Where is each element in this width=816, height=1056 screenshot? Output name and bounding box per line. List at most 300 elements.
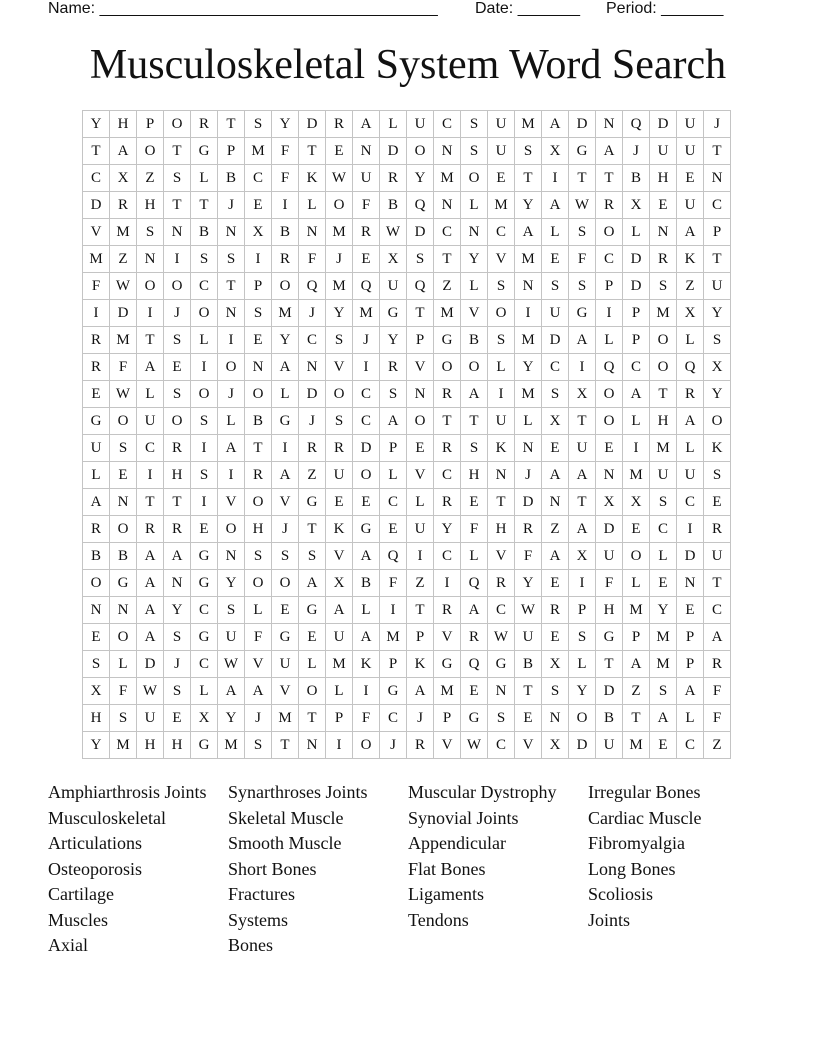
grid-cell[interactable]: A: [272, 354, 299, 381]
grid-cell[interactable]: U: [704, 543, 731, 570]
grid-cell[interactable]: L: [218, 408, 245, 435]
grid-cell[interactable]: J: [245, 705, 272, 732]
grid-cell[interactable]: S: [245, 111, 272, 138]
grid-cell[interactable]: A: [353, 624, 380, 651]
grid-cell[interactable]: K: [299, 165, 326, 192]
grid-cell[interactable]: W: [569, 192, 596, 219]
grid-cell[interactable]: T: [434, 246, 461, 273]
grid-cell[interactable]: O: [434, 354, 461, 381]
grid-cell[interactable]: J: [164, 300, 191, 327]
grid-cell[interactable]: G: [569, 300, 596, 327]
grid-cell[interactable]: I: [191, 435, 218, 462]
grid-cell[interactable]: Q: [407, 192, 434, 219]
grid-cell[interactable]: S: [245, 732, 272, 759]
grid-cell[interactable]: X: [110, 165, 137, 192]
grid-cell[interactable]: A: [326, 597, 353, 624]
grid-cell[interactable]: J: [299, 300, 326, 327]
grid-cell[interactable]: V: [272, 678, 299, 705]
grid-cell[interactable]: G: [380, 300, 407, 327]
grid-cell[interactable]: P: [380, 651, 407, 678]
grid-cell[interactable]: E: [704, 489, 731, 516]
grid-cell[interactable]: N: [515, 435, 542, 462]
grid-cell[interactable]: A: [704, 624, 731, 651]
grid-cell[interactable]: D: [137, 651, 164, 678]
grid-cell[interactable]: O: [272, 273, 299, 300]
grid-cell[interactable]: E: [542, 435, 569, 462]
grid-cell[interactable]: X: [677, 300, 704, 327]
grid-cell[interactable]: N: [542, 489, 569, 516]
grid-cell[interactable]: Q: [596, 354, 623, 381]
grid-cell[interactable]: P: [704, 219, 731, 246]
grid-cell[interactable]: Y: [515, 192, 542, 219]
grid-cell[interactable]: L: [677, 327, 704, 354]
grid-cell[interactable]: R: [434, 381, 461, 408]
grid-cell[interactable]: K: [677, 246, 704, 273]
grid-cell[interactable]: O: [137, 273, 164, 300]
grid-cell[interactable]: E: [407, 435, 434, 462]
grid-cell[interactable]: A: [137, 624, 164, 651]
grid-cell[interactable]: F: [245, 624, 272, 651]
grid-cell[interactable]: T: [515, 678, 542, 705]
grid-cell[interactable]: D: [596, 678, 623, 705]
grid-cell[interactable]: R: [434, 489, 461, 516]
grid-cell[interactable]: T: [218, 273, 245, 300]
grid-cell[interactable]: N: [218, 300, 245, 327]
grid-cell[interactable]: P: [407, 624, 434, 651]
grid-cell[interactable]: A: [677, 408, 704, 435]
grid-cell[interactable]: D: [299, 111, 326, 138]
grid-cell[interactable]: C: [353, 381, 380, 408]
grid-cell[interactable]: Y: [569, 678, 596, 705]
grid-cell[interactable]: K: [353, 651, 380, 678]
grid-cell[interactable]: C: [542, 354, 569, 381]
grid-cell[interactable]: M: [353, 300, 380, 327]
grid-cell[interactable]: R: [704, 516, 731, 543]
grid-cell[interactable]: E: [650, 732, 677, 759]
grid-cell[interactable]: P: [245, 273, 272, 300]
grid-cell[interactable]: C: [137, 435, 164, 462]
grid-cell[interactable]: E: [677, 597, 704, 624]
grid-cell[interactable]: N: [137, 246, 164, 273]
grid-cell[interactable]: F: [110, 354, 137, 381]
grid-cell[interactable]: L: [569, 651, 596, 678]
grid-cell[interactable]: F: [461, 516, 488, 543]
grid-cell[interactable]: S: [164, 624, 191, 651]
grid-cell[interactable]: N: [245, 354, 272, 381]
grid-cell[interactable]: U: [542, 300, 569, 327]
grid-cell[interactable]: V: [488, 543, 515, 570]
grid-cell[interactable]: V: [515, 732, 542, 759]
grid-cell[interactable]: W: [137, 678, 164, 705]
grid-cell[interactable]: I: [353, 354, 380, 381]
grid-cell[interactable]: M: [650, 624, 677, 651]
grid-cell[interactable]: R: [272, 246, 299, 273]
grid-cell[interactable]: L: [326, 678, 353, 705]
grid-cell[interactable]: N: [434, 138, 461, 165]
grid-cell[interactable]: E: [83, 624, 110, 651]
grid-cell[interactable]: J: [164, 651, 191, 678]
grid-cell[interactable]: O: [461, 165, 488, 192]
grid-cell[interactable]: V: [434, 732, 461, 759]
grid-cell[interactable]: H: [137, 732, 164, 759]
grid-cell[interactable]: V: [272, 489, 299, 516]
grid-cell[interactable]: S: [191, 246, 218, 273]
grid-cell[interactable]: N: [407, 381, 434, 408]
grid-cell[interactable]: A: [407, 678, 434, 705]
grid-cell[interactable]: T: [191, 192, 218, 219]
grid-cell[interactable]: K: [326, 516, 353, 543]
grid-cell[interactable]: N: [299, 732, 326, 759]
grid-cell[interactable]: S: [218, 246, 245, 273]
grid-cell[interactable]: U: [569, 435, 596, 462]
grid-cell[interactable]: N: [218, 219, 245, 246]
grid-cell[interactable]: L: [380, 462, 407, 489]
grid-cell[interactable]: S: [299, 543, 326, 570]
grid-cell[interactable]: U: [407, 111, 434, 138]
grid-cell[interactable]: L: [407, 489, 434, 516]
grid-cell[interactable]: A: [299, 570, 326, 597]
grid-cell[interactable]: S: [461, 111, 488, 138]
grid-cell[interactable]: T: [569, 408, 596, 435]
grid-cell[interactable]: I: [191, 489, 218, 516]
grid-cell[interactable]: E: [164, 354, 191, 381]
grid-cell[interactable]: R: [245, 462, 272, 489]
grid-cell[interactable]: E: [164, 705, 191, 732]
grid-cell[interactable]: O: [137, 138, 164, 165]
grid-cell[interactable]: R: [137, 516, 164, 543]
grid-cell[interactable]: B: [515, 651, 542, 678]
grid-cell[interactable]: O: [245, 570, 272, 597]
grid-cell[interactable]: X: [83, 678, 110, 705]
grid-cell[interactable]: R: [488, 570, 515, 597]
grid-cell[interactable]: O: [218, 516, 245, 543]
grid-cell[interactable]: L: [191, 327, 218, 354]
grid-cell[interactable]: S: [569, 273, 596, 300]
grid-cell[interactable]: I: [434, 570, 461, 597]
grid-cell[interactable]: M: [515, 111, 542, 138]
grid-cell[interactable]: O: [488, 300, 515, 327]
grid-cell[interactable]: S: [569, 624, 596, 651]
grid-cell[interactable]: D: [83, 192, 110, 219]
grid-cell[interactable]: U: [380, 273, 407, 300]
grid-cell[interactable]: X: [596, 489, 623, 516]
grid-cell[interactable]: U: [488, 408, 515, 435]
grid-cell[interactable]: C: [623, 354, 650, 381]
grid-cell[interactable]: I: [218, 327, 245, 354]
grid-cell[interactable]: E: [299, 624, 326, 651]
grid-cell[interactable]: N: [218, 543, 245, 570]
grid-cell[interactable]: S: [326, 408, 353, 435]
grid-cell[interactable]: Y: [515, 354, 542, 381]
grid-cell[interactable]: E: [353, 489, 380, 516]
grid-cell[interactable]: B: [245, 408, 272, 435]
grid-cell[interactable]: W: [218, 651, 245, 678]
grid-cell[interactable]: S: [110, 435, 137, 462]
grid-cell[interactable]: I: [623, 435, 650, 462]
grid-cell[interactable]: V: [245, 651, 272, 678]
grid-cell[interactable]: L: [299, 651, 326, 678]
grid-cell[interactable]: X: [623, 489, 650, 516]
period-field-label[interactable]: Period: _______: [606, 0, 724, 17]
grid-cell[interactable]: U: [515, 624, 542, 651]
grid-cell[interactable]: P: [569, 597, 596, 624]
grid-cell[interactable]: C: [191, 273, 218, 300]
grid-cell[interactable]: L: [245, 597, 272, 624]
grid-cell[interactable]: R: [164, 516, 191, 543]
grid-cell[interactable]: S: [650, 678, 677, 705]
grid-cell[interactable]: X: [191, 705, 218, 732]
grid-cell[interactable]: S: [650, 273, 677, 300]
grid-cell[interactable]: C: [488, 732, 515, 759]
grid-cell[interactable]: E: [461, 489, 488, 516]
grid-cell[interactable]: O: [569, 705, 596, 732]
grid-cell[interactable]: A: [137, 570, 164, 597]
grid-cell[interactable]: N: [488, 678, 515, 705]
grid-cell[interactable]: S: [704, 462, 731, 489]
grid-cell[interactable]: R: [380, 354, 407, 381]
grid-cell[interactable]: U: [704, 273, 731, 300]
grid-cell[interactable]: G: [353, 516, 380, 543]
grid-cell[interactable]: N: [704, 165, 731, 192]
grid-cell[interactable]: H: [461, 462, 488, 489]
grid-cell[interactable]: J: [326, 246, 353, 273]
grid-cell[interactable]: S: [110, 705, 137, 732]
grid-cell[interactable]: T: [164, 192, 191, 219]
grid-cell[interactable]: M: [434, 165, 461, 192]
grid-cell[interactable]: G: [461, 705, 488, 732]
grid-cell[interactable]: D: [515, 489, 542, 516]
grid-cell[interactable]: A: [542, 111, 569, 138]
grid-cell[interactable]: R: [83, 327, 110, 354]
grid-cell[interactable]: W: [380, 219, 407, 246]
grid-cell[interactable]: P: [137, 111, 164, 138]
grid-cell[interactable]: A: [569, 462, 596, 489]
grid-cell[interactable]: X: [542, 651, 569, 678]
grid-cell[interactable]: B: [353, 570, 380, 597]
grid-cell[interactable]: Y: [218, 705, 245, 732]
grid-cell[interactable]: F: [272, 165, 299, 192]
grid-cell[interactable]: K: [488, 435, 515, 462]
grid-cell[interactable]: A: [218, 678, 245, 705]
grid-cell[interactable]: E: [353, 246, 380, 273]
grid-cell[interactable]: M: [434, 678, 461, 705]
grid-cell[interactable]: S: [515, 138, 542, 165]
grid-cell[interactable]: E: [326, 138, 353, 165]
grid-cell[interactable]: L: [191, 165, 218, 192]
grid-cell[interactable]: N: [488, 462, 515, 489]
grid-cell[interactable]: I: [569, 570, 596, 597]
grid-cell[interactable]: X: [569, 381, 596, 408]
grid-cell[interactable]: R: [83, 516, 110, 543]
grid-cell[interactable]: M: [515, 327, 542, 354]
grid-cell[interactable]: S: [569, 219, 596, 246]
grid-cell[interactable]: B: [380, 192, 407, 219]
grid-cell[interactable]: E: [272, 597, 299, 624]
grid-cell[interactable]: C: [650, 516, 677, 543]
grid-cell[interactable]: O: [83, 570, 110, 597]
grid-cell[interactable]: F: [83, 273, 110, 300]
grid-cell[interactable]: I: [191, 354, 218, 381]
grid-cell[interactable]: T: [704, 138, 731, 165]
grid-cell[interactable]: O: [191, 300, 218, 327]
grid-cell[interactable]: E: [677, 165, 704, 192]
grid-cell[interactable]: Z: [542, 516, 569, 543]
grid-cell[interactable]: A: [461, 381, 488, 408]
grid-cell[interactable]: T: [137, 489, 164, 516]
grid-cell[interactable]: S: [164, 678, 191, 705]
grid-cell[interactable]: M: [623, 597, 650, 624]
grid-cell[interactable]: A: [623, 651, 650, 678]
grid-cell[interactable]: L: [353, 597, 380, 624]
grid-cell[interactable]: O: [407, 138, 434, 165]
grid-cell[interactable]: L: [299, 192, 326, 219]
grid-cell[interactable]: F: [353, 705, 380, 732]
grid-cell[interactable]: A: [137, 543, 164, 570]
grid-cell[interactable]: S: [650, 489, 677, 516]
grid-cell[interactable]: N: [164, 570, 191, 597]
grid-cell[interactable]: F: [299, 246, 326, 273]
grid-cell[interactable]: H: [110, 111, 137, 138]
grid-cell[interactable]: E: [488, 165, 515, 192]
grid-cell[interactable]: V: [326, 354, 353, 381]
grid-cell[interactable]: G: [488, 651, 515, 678]
grid-cell[interactable]: P: [623, 327, 650, 354]
grid-cell[interactable]: D: [542, 327, 569, 354]
grid-cell[interactable]: D: [380, 138, 407, 165]
grid-cell[interactable]: F: [569, 246, 596, 273]
grid-cell[interactable]: A: [542, 543, 569, 570]
grid-cell[interactable]: Y: [704, 300, 731, 327]
grid-cell[interactable]: A: [461, 597, 488, 624]
grid-cell[interactable]: V: [326, 543, 353, 570]
grid-cell[interactable]: Y: [515, 570, 542, 597]
grid-cell[interactable]: O: [650, 354, 677, 381]
grid-cell[interactable]: L: [596, 327, 623, 354]
grid-cell[interactable]: Y: [218, 570, 245, 597]
grid-cell[interactable]: C: [434, 462, 461, 489]
grid-cell[interactable]: W: [110, 273, 137, 300]
grid-cell[interactable]: E: [596, 435, 623, 462]
grid-cell[interactable]: Y: [272, 111, 299, 138]
grid-cell[interactable]: R: [434, 597, 461, 624]
grid-cell[interactable]: Q: [299, 273, 326, 300]
grid-cell[interactable]: U: [596, 543, 623, 570]
grid-cell[interactable]: D: [569, 732, 596, 759]
grid-cell[interactable]: L: [83, 462, 110, 489]
grid-cell[interactable]: U: [650, 462, 677, 489]
grid-cell[interactable]: A: [569, 327, 596, 354]
grid-cell[interactable]: U: [218, 624, 245, 651]
grid-cell[interactable]: I: [245, 246, 272, 273]
grid-cell[interactable]: L: [650, 543, 677, 570]
grid-cell[interactable]: E: [542, 570, 569, 597]
grid-cell[interactable]: C: [434, 111, 461, 138]
grid-cell[interactable]: H: [488, 516, 515, 543]
grid-cell[interactable]: E: [380, 516, 407, 543]
grid-cell[interactable]: G: [380, 678, 407, 705]
grid-cell[interactable]: G: [299, 597, 326, 624]
grid-cell[interactable]: Q: [461, 651, 488, 678]
grid-cell[interactable]: R: [650, 246, 677, 273]
grid-cell[interactable]: M: [650, 300, 677, 327]
grid-cell[interactable]: Y: [164, 597, 191, 624]
grid-cell[interactable]: J: [380, 732, 407, 759]
grid-cell[interactable]: A: [515, 219, 542, 246]
grid-cell[interactable]: R: [191, 111, 218, 138]
grid-cell[interactable]: R: [83, 354, 110, 381]
grid-cell[interactable]: U: [83, 435, 110, 462]
grid-cell[interactable]: B: [461, 327, 488, 354]
grid-cell[interactable]: G: [191, 570, 218, 597]
grid-cell[interactable]: D: [569, 111, 596, 138]
grid-cell[interactable]: L: [515, 408, 542, 435]
grid-cell[interactable]: T: [299, 705, 326, 732]
grid-cell[interactable]: I: [380, 597, 407, 624]
grid-cell[interactable]: I: [542, 165, 569, 192]
grid-cell[interactable]: E: [515, 705, 542, 732]
grid-cell[interactable]: U: [650, 138, 677, 165]
grid-cell[interactable]: U: [677, 138, 704, 165]
grid-cell[interactable]: U: [677, 192, 704, 219]
grid-cell[interactable]: T: [164, 138, 191, 165]
grid-cell[interactable]: Y: [83, 111, 110, 138]
grid-cell[interactable]: S: [218, 597, 245, 624]
grid-cell[interactable]: O: [110, 624, 137, 651]
grid-cell[interactable]: O: [191, 381, 218, 408]
grid-cell[interactable]: T: [650, 381, 677, 408]
grid-cell[interactable]: A: [353, 543, 380, 570]
grid-cell[interactable]: G: [434, 651, 461, 678]
grid-cell[interactable]: M: [623, 732, 650, 759]
grid-cell[interactable]: N: [434, 192, 461, 219]
grid-cell[interactable]: A: [110, 138, 137, 165]
grid-cell[interactable]: N: [110, 597, 137, 624]
grid-cell[interactable]: R: [542, 597, 569, 624]
grid-cell[interactable]: G: [569, 138, 596, 165]
grid-cell[interactable]: Z: [677, 273, 704, 300]
grid-cell[interactable]: W: [461, 732, 488, 759]
grid-cell[interactable]: T: [488, 489, 515, 516]
grid-cell[interactable]: X: [542, 732, 569, 759]
grid-cell[interactable]: C: [677, 732, 704, 759]
grid-cell[interactable]: B: [623, 165, 650, 192]
grid-cell[interactable]: S: [83, 651, 110, 678]
grid-cell[interactable]: Z: [137, 165, 164, 192]
grid-cell[interactable]: O: [596, 408, 623, 435]
grid-cell[interactable]: P: [380, 435, 407, 462]
grid-cell[interactable]: V: [488, 246, 515, 273]
grid-cell[interactable]: M: [434, 300, 461, 327]
grid-cell[interactable]: S: [191, 462, 218, 489]
grid-cell[interactable]: S: [164, 327, 191, 354]
grid-cell[interactable]: R: [110, 192, 137, 219]
grid-cell[interactable]: T: [704, 246, 731, 273]
grid-cell[interactable]: C: [245, 165, 272, 192]
grid-cell[interactable]: P: [677, 624, 704, 651]
grid-cell[interactable]: L: [461, 273, 488, 300]
grid-cell[interactable]: G: [191, 138, 218, 165]
grid-cell[interactable]: R: [515, 516, 542, 543]
grid-cell[interactable]: R: [596, 192, 623, 219]
grid-cell[interactable]: B: [110, 543, 137, 570]
grid-cell[interactable]: A: [272, 462, 299, 489]
grid-cell[interactable]: M: [650, 651, 677, 678]
grid-cell[interactable]: S: [488, 327, 515, 354]
grid-cell[interactable]: L: [272, 381, 299, 408]
grid-cell[interactable]: C: [434, 219, 461, 246]
grid-cell[interactable]: D: [623, 273, 650, 300]
grid-cell[interactable]: Y: [380, 327, 407, 354]
